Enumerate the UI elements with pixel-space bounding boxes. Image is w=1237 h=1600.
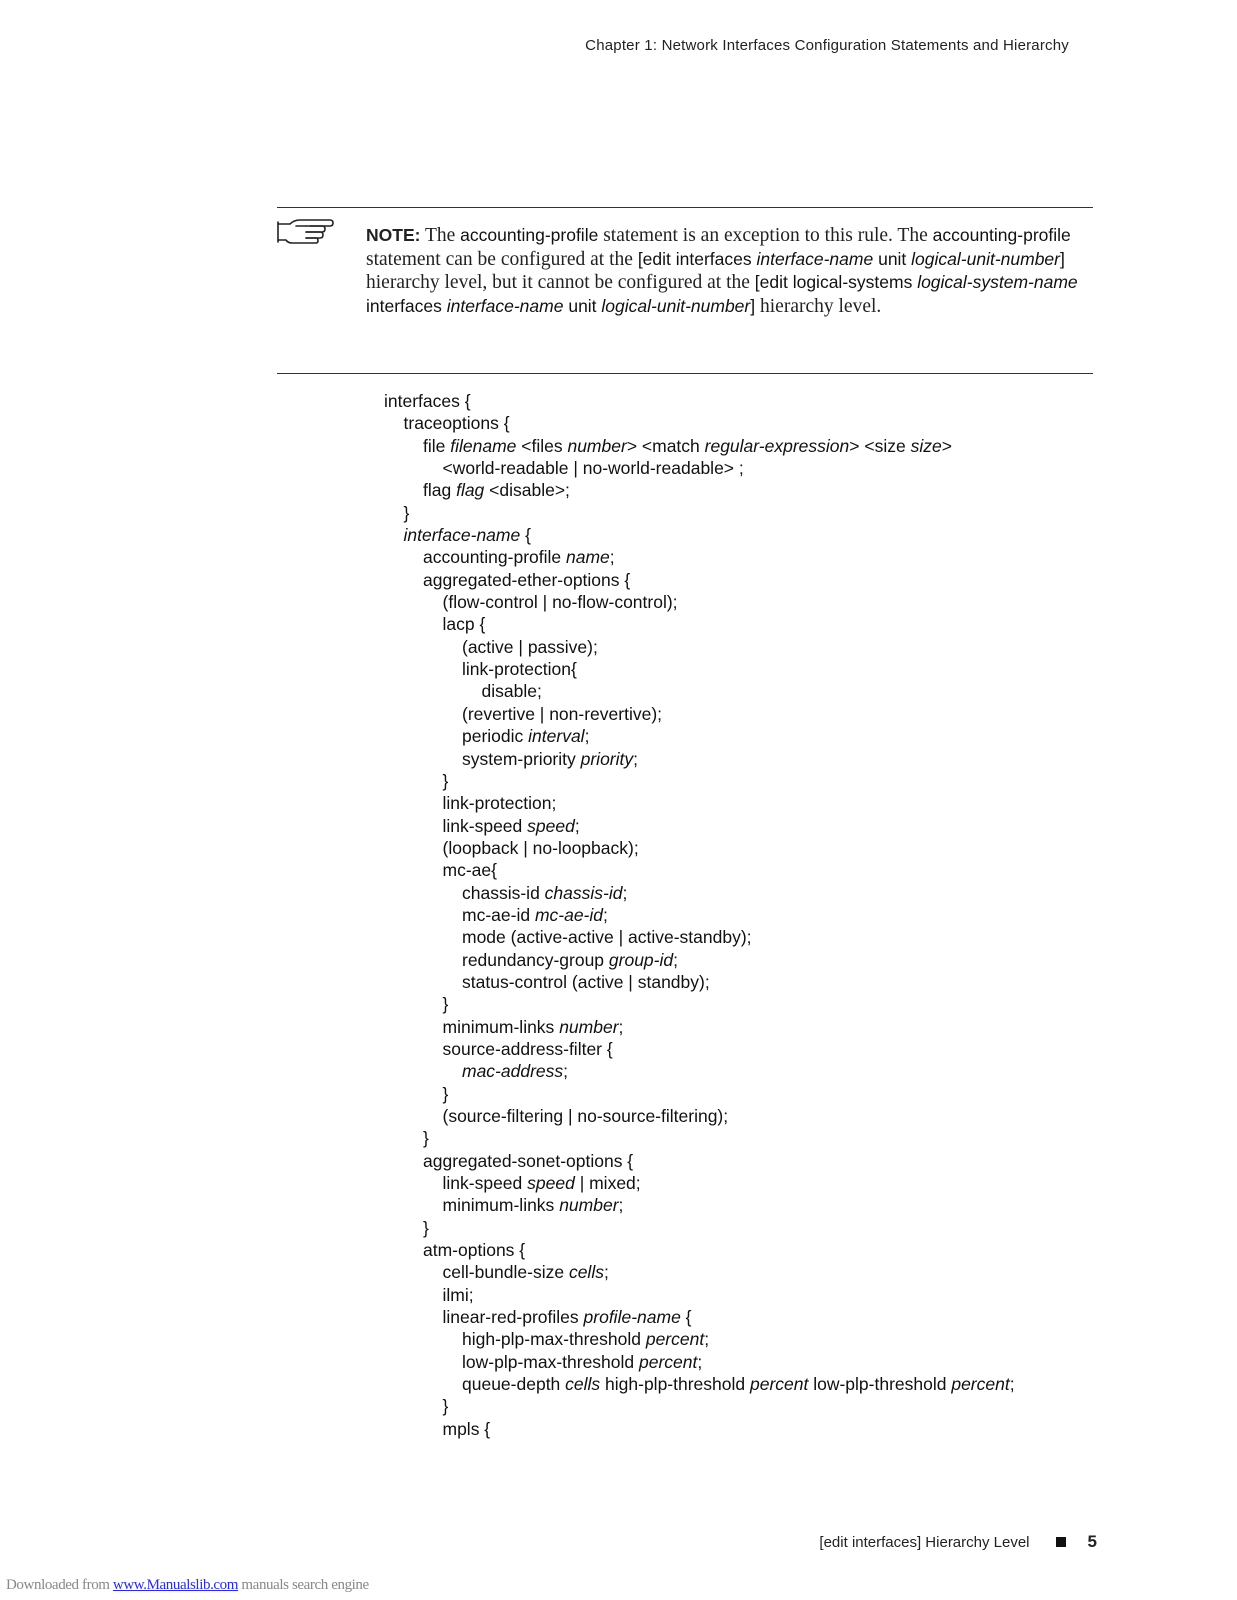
code-keyword: link-protection{ [462,659,577,680]
code-keyword: { [680,1307,692,1328]
code-variable: percent [645,1329,705,1350]
code-line [384,1306,1104,1328]
code-variable: percent [639,1351,698,1372]
code-line [384,1172,1104,1194]
code-keyword: } [442,994,449,1015]
code-line [384,1127,1104,1149]
code-variable: number [567,435,627,456]
code-keyword: accounting-profile [423,547,566,568]
code-keyword: minimum-links [442,1016,560,1037]
code-keyword: ; [1009,1374,1015,1395]
code-keyword: ; [574,815,580,836]
note-segment: accounting-profile [932,225,1071,245]
code-keyword: high-plp-max-threshold [462,1329,646,1350]
code-keyword: queue-depth [462,1374,566,1395]
code-variable: chassis-id [544,882,623,903]
code-line [384,636,1104,658]
code-keyword: } [442,1083,449,1104]
code-keyword: <files [516,435,568,456]
code-keyword: chassis-id [462,882,545,903]
code-keyword: file [423,435,451,456]
code-line [384,412,1104,434]
code-keyword: ; [618,1016,624,1037]
note-segment: statement can be configured at the [366,248,638,270]
note-top-rule [277,207,1093,208]
code-keyword: (active | passive); [462,636,598,657]
config-hierarchy-code [384,390,1104,1440]
note-segment: logical-system-name [917,272,1078,292]
code-keyword: aggregated-ether-options { [423,569,631,590]
code-line [384,1239,1104,1261]
note-segment: unit [873,248,912,269]
note-segment: [edit interfaces [637,248,757,269]
code-variable: speed [527,1173,575,1194]
code-keyword: atm-options { [423,1240,526,1261]
code-line [384,1060,1104,1082]
code-variable: speed [527,815,575,836]
code-keyword: ; [603,904,608,925]
code-variable: profile-name [583,1307,681,1328]
code-line [384,524,1104,546]
code-line [384,971,1104,993]
note-segment: logical-unit-number [601,295,751,316]
code-keyword: high-plp-threshold [600,1374,750,1395]
code-keyword: (revertive | non-revertive); [462,703,663,724]
code-keyword: ; [704,1329,710,1350]
code-keyword: periodic [462,726,529,747]
code-keyword: flag [423,480,457,501]
code-keyword: } [423,1128,429,1149]
code-line [384,1083,1104,1105]
code-variable: mac-address [462,1061,564,1082]
code-line [384,748,1104,770]
code-keyword: source-address-filter { [442,1038,613,1059]
code-keyword: > [941,435,952,456]
code-line [384,569,1104,591]
code-line [384,680,1104,702]
note-segment: hierarchy level, but it cannot be configured at the [366,272,755,293]
code-keyword: | mixed; [574,1173,641,1194]
code-variable: mc-ae-id [534,904,604,925]
code-line [384,546,1104,568]
code-keyword: > <match [626,435,705,456]
code-line [384,658,1104,680]
code-line [384,1217,1104,1239]
code-keyword: link-speed [442,1173,528,1194]
note-segment: [edit logical-systems [754,272,918,292]
download-prefix: Downloaded from [6,1577,113,1593]
code-line [384,1038,1104,1060]
code-line [384,1373,1104,1395]
code-keyword: aggregated-sonet-options { [423,1150,634,1171]
code-keyword: ilmi; [442,1284,474,1305]
code-line [384,1328,1104,1350]
code-line [384,390,1104,412]
code-keyword: ; [618,1195,624,1216]
code-line [384,926,1104,948]
note-segment: ] [1060,248,1065,269]
code-line [384,770,1104,792]
download-bar [6,1577,369,1594]
note-bottom-rule [277,373,1093,374]
code-line [384,1418,1104,1440]
code-keyword: system-priority [462,748,581,769]
code-keyword: mc-ae{ [442,860,497,881]
code-variable: size [910,435,942,456]
code-keyword: redundancy-group [462,949,609,970]
code-keyword: mode (active-active | active-standby); [462,927,752,948]
page-number: 5 [1087,1532,1097,1551]
code-line [384,1395,1104,1417]
code-line [384,837,1104,859]
code-keyword: <disable>; [484,480,570,501]
code-variable: flag [456,480,485,501]
code-variable: percent [951,1374,1010,1395]
download-suffix: manuals search engine [238,1577,369,1593]
note-segment: hierarchy level. [755,295,882,317]
code-keyword: ; [673,949,678,970]
code-line [384,457,1104,479]
code-keyword: status-control (active | standby); [462,971,710,992]
code-line [384,882,1104,904]
code-line [384,1150,1104,1172]
code-keyword: traceoptions { [403,413,510,434]
page-footer [819,1532,1097,1552]
code-line [384,1194,1104,1216]
note-segment: interface-name [756,248,874,269]
code-variable: number [559,1195,619,1216]
code-variable: interface-name [403,525,521,546]
code-variable: cells [565,1374,601,1395]
code-keyword: low-plp-threshold [808,1374,952,1395]
code-line [384,904,1104,926]
code-keyword: ; [609,547,615,568]
code-keyword: > <size [849,435,911,456]
note-segment: logical-unit-number [911,248,1060,269]
note-label: NOTE: [366,225,421,245]
code-line [384,435,1104,457]
code-keyword: { [520,525,531,546]
square-bullet-icon [1056,1537,1066,1547]
code-keyword: ; [603,1262,609,1283]
code-variable: priority [580,748,634,769]
code-keyword: mpls { [442,1418,491,1439]
code-keyword: (loopback | no-loopback); [442,837,639,858]
code-keyword: } [423,1217,429,1238]
code-keyword: link-speed [442,815,528,836]
code-variable: regular-expression [704,435,850,456]
code-line [384,725,1104,747]
code-keyword: <world-readable | no-world-readable> ; [442,458,744,479]
note-segment: The [420,225,461,246]
code-line [384,859,1104,881]
code-keyword: cell-bundle-size [442,1262,569,1283]
code-variable: cells [568,1262,604,1283]
code-variable: name [566,547,610,568]
code-line [384,815,1104,837]
note-segment: accounting-profile [460,225,599,245]
code-keyword: lacp { [442,614,486,635]
code-line [384,792,1104,814]
code-keyword: low-plp-max-threshold [462,1351,640,1372]
code-keyword: } [403,502,410,523]
code-keyword: (flow-control | no-flow-control); [442,592,678,613]
note-paragraph [366,224,1093,318]
code-line [384,613,1104,635]
code-variable: filename [450,435,517,456]
chapter-header: Chapter 1: Network Interfaces Configuration Statements and Hierarchy [585,37,1069,54]
code-keyword: ; [563,1061,569,1082]
code-line [384,1351,1104,1373]
code-keyword: interfaces { [384,391,471,411]
code-line [384,1261,1104,1283]
code-variable: interval [528,726,585,747]
code-keyword: linear-red-profiles [442,1307,584,1328]
note-segment: interfaces [366,295,447,316]
code-keyword: disable; [481,681,542,702]
code-line [384,949,1104,971]
code-line [384,993,1104,1015]
code-keyword: ; [584,726,590,747]
manualslib-link[interactable]: www.Manualslib.com [112,1577,239,1593]
code-keyword: ; [697,1351,703,1372]
note-segment: ] [750,295,756,316]
code-line [384,502,1104,524]
code-keyword: mc-ae-id [462,904,535,925]
code-variable: number [559,1016,619,1037]
code-keyword: (source-filtering | no-source-filtering); [442,1106,729,1126]
code-keyword: } [442,1396,449,1417]
code-keyword: ; [633,748,639,769]
note-segment: statement is an exception to this rule. The [598,225,933,246]
note-segment: interface-name [446,295,564,316]
pointing-hand-icon [276,216,334,244]
code-keyword: ; [622,882,628,903]
code-keyword: } [442,770,449,791]
code-keyword: minimum-links [442,1195,560,1216]
code-keyword: link-protection; [442,793,557,814]
footer-section-title: [edit interfaces] Hierarchy Level [819,1533,1030,1551]
code-line [384,1284,1104,1306]
code-line [384,591,1104,613]
note-segment: unit [563,295,602,316]
code-line [384,703,1104,725]
code-variable: percent [749,1374,809,1395]
code-variable: group-id [608,949,674,970]
code-line [384,1016,1104,1038]
code-line [384,1105,1104,1127]
code-line [384,479,1104,501]
